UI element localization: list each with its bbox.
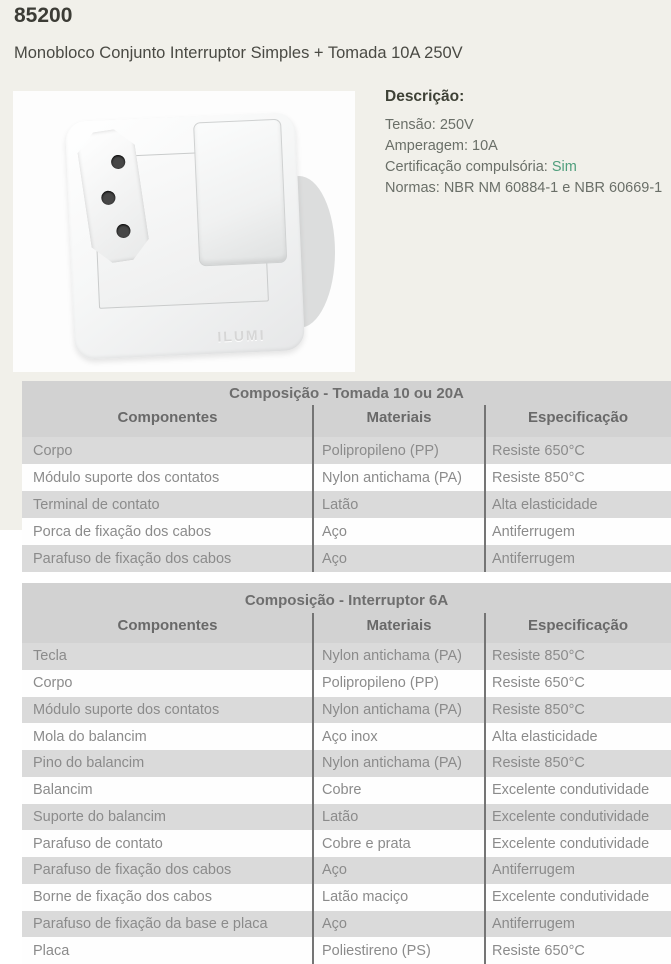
column-header-componentes: Componentes [117,617,218,634]
brand-logo: ILUMI [217,326,266,345]
certification-label: Certificação compulsória: [385,159,552,175]
table-header-band [22,381,671,437]
component-cell: Terminal de contato [33,496,160,513]
spec-cell: Alta elasticidade [492,496,598,513]
socket-hole [110,154,126,170]
spec-cell: Excelente condutividade [492,808,650,825]
spec-cell: Antiferrugem [492,915,576,932]
column-header-componentes: Componentes [117,409,218,426]
column-divider [484,405,486,572]
table-row [22,750,671,777]
spec-cell: Antiferrugem [492,523,576,540]
description-standards: Normas: NBR NM 60884-1 e NBR 60669-1 [385,180,663,196]
table-row [22,545,671,572]
wall-plate-graphic [65,112,305,360]
column-divider [312,613,314,964]
spec-cell: Resiste 650°C [492,675,585,692]
product-title: Monobloco Conjunto Interruptor Simples + Tomada 10A 250V [14,44,463,62]
table-row [22,777,671,804]
column-divider [484,613,486,964]
table-row [22,911,671,938]
spec-cell: Resiste 850°C [492,755,585,772]
material-cell: Polipropileno (PP) [322,442,439,459]
material-cell: Latão [322,496,359,513]
component-cell: Balancim [33,782,93,799]
table-row [22,518,671,545]
spec-cell: Antiferrugem [492,550,576,567]
spec-cell: Excelente condutividade [492,782,650,799]
material-cell: Cobre e prata [322,835,411,852]
component-cell: Parafuso de contato [33,835,163,852]
table-row [22,937,671,964]
table-row [22,491,671,518]
material-cell: Nylon antichama (PA) [322,755,462,772]
table-header-band [22,583,671,643]
component-cell: Suporte do balancim [33,808,166,825]
table-column-headers [22,617,671,634]
material-cell: Latão [322,808,359,825]
material-cell: Nylon antichama (PA) [322,648,462,665]
table-row [22,804,671,831]
spec-cell: Excelente condutividade [492,889,650,906]
table-row [22,464,671,491]
column-header-especificacao: Especificação [527,617,629,634]
column-header-especificacao: Especificação [527,409,629,426]
composition-table-interruptor [22,583,671,964]
material-cell: Nylon antichama (PA) [322,469,462,486]
material-cell: Nylon antichama (PA) [322,701,462,718]
spec-cell: Antiferrugem [492,862,576,879]
material-cell: Cobre [322,782,362,799]
spec-cell: Resiste 650°C [492,942,585,959]
description-certification [385,157,665,178]
component-cell: Parafuso de fixação dos cabos [33,550,232,567]
description-section [385,88,665,199]
component-cell: Módulo suporte dos contatos [33,469,220,486]
composition-table-tomada [22,381,671,572]
table-row [22,857,671,884]
material-cell: Aço [322,915,347,932]
description-heading: Descrição: [385,88,465,105]
socket-hole [100,190,116,206]
table-row [22,437,671,464]
material-cell: Polipropileno (PP) [322,675,439,692]
column-divider [312,405,314,572]
material-cell: Poliestireno (PS) [322,942,431,959]
spec-cell: Resiste 650°C [492,442,585,459]
table-row [22,884,671,911]
table-row [22,670,671,697]
socket-outlet-graphic [75,127,152,266]
description-amperage: Amperagem: 10A [385,138,498,154]
component-cell: Parafuso de fixação da base e placa [33,915,268,932]
component-cell: Corpo [33,442,73,459]
socket-hole [115,223,131,239]
component-cell: Corpo [33,675,73,692]
table-row [22,643,671,670]
material-cell: Aço [322,523,347,540]
spec-cell: Resiste 850°C [492,648,585,665]
component-cell: Pino do balancim [33,755,145,772]
column-header-materiais: Materiais [366,409,432,426]
component-cell: Borne de fixação dos cabos [33,889,212,906]
spec-cell: Excelente condutividade [492,835,650,852]
component-cell: Mola do balancim [33,728,147,745]
component-cell: Parafuso de fixação dos cabos [33,862,232,879]
material-cell: Latão maciço [322,889,409,906]
material-cell: Aço inox [322,728,378,745]
spec-cell: Resiste 850°C [492,701,585,718]
table-title: Composição - Tomada 10 ou 20A [229,385,464,402]
product-image [13,91,355,372]
rocker-switch-graphic [193,119,287,267]
product-code: 85200 [14,4,73,27]
table-row [22,723,671,750]
component-cell: Tecla [33,648,67,665]
component-cell: Porca de fixação dos cabos [33,523,212,540]
component-cell: Módulo suporte dos contatos [33,701,220,718]
material-cell: Aço [322,550,347,567]
table-column-headers [22,409,671,426]
spec-cell: Resiste 850°C [492,469,585,486]
table-row [22,697,671,724]
component-cell: Placa [33,942,70,959]
spec-cell: Alta elasticidade [492,728,598,745]
certification-value: Sim [551,159,577,175]
material-cell: Aço [322,862,347,879]
column-header-materiais: Materiais [366,617,432,634]
table-title: Composição - Interruptor 6A [244,592,449,609]
description-voltage: Tensão: 250V [385,117,474,133]
table-row [22,830,671,857]
